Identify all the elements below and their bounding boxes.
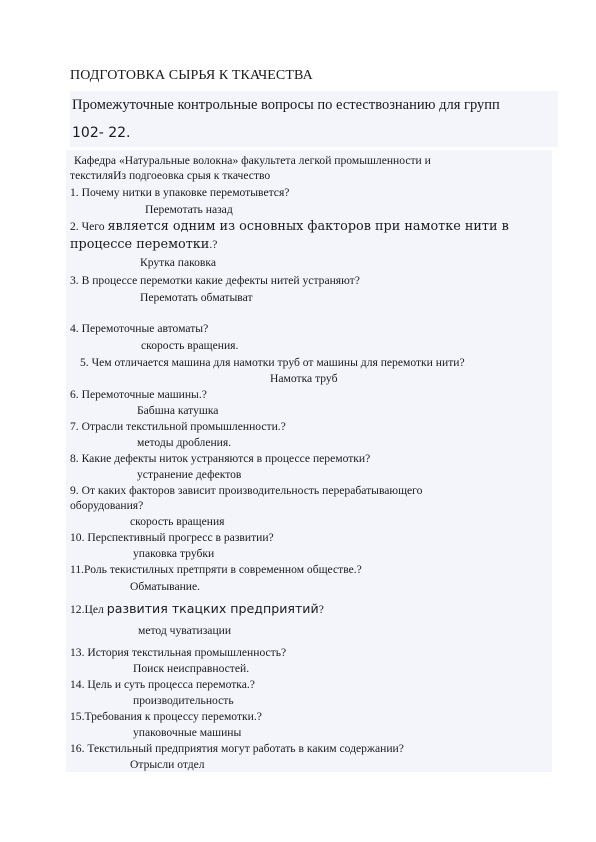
question-15: 15.Требования к процессу перемотки.? [70,710,262,723]
answer-16: Отрысли отдел [130,758,205,771]
question-12-part-a: 12.Цел [70,603,107,616]
department-header-line-2: текстиляИз подгоеовка срыя к ткачество [70,169,271,182]
answer-8: устранение дефектов [137,468,242,481]
question-9: 9. От каких факторов зависит производительность перерабатывающего [70,484,423,497]
answer-5: Намотка труб [270,372,338,385]
answer-4: скорость вращения. [141,339,239,352]
answer-1: Перемотать назад [145,203,233,216]
answer-11: Обматывание. [130,580,201,593]
answer-9: скорость вращения [130,515,225,528]
answer-14: производительность [133,694,234,707]
question-2-part-d: .? [209,238,218,251]
answer-6: Бабшна катушка [137,404,219,417]
question-6: 6. Перемоточные машины.? [70,388,207,401]
department-header-line-1: Кафедра «Натуральные волокна» факультета легкой промышленности и [74,154,431,167]
document-title: ПОДГОТОВКА СЫРЬЯ К ТКАЧЕСТВА [70,68,313,83]
answer-10: упаковка трубки [133,547,215,560]
answer-2: Крутка паковка [140,256,217,269]
question-2-part-b: является одним из основных факторов при намотке нити в [107,219,509,234]
question-2-part-a: 2. Чего [70,220,108,233]
question-1: 1. Почему нитки в упаковке перемотывется? [70,186,290,199]
question-13: 13. История текстильная промышленность? [70,646,287,659]
answer-7: методы дробления. [137,436,232,449]
question-2-part-c: процессе перемотки [70,237,210,252]
question-14: 14. Цель и суть процесса перемотка.? [70,678,255,691]
answer-13: Поиск неисправностей. [133,662,250,675]
question-3: 3. В процессе перемотки какие дефекты нитей устраняют? [70,274,360,287]
question-8: 8. Какие дефекты ниток устраняются в процессе перемотки? [70,452,371,465]
document-subtitle [70,91,558,147]
question-4: 4. Перемоточные автоматы? [70,322,209,335]
answer-15: упаковочные машины [133,726,242,739]
question-12-part-c: ? [318,603,324,616]
question-7: 7. Отрасли текстильной промышленности.? [70,420,286,433]
question-2-continued [70,238,217,252]
subtitle-line-1: Промежуточные контрольные вопросы по естествознанию для групп [72,97,500,113]
answer-3: Перемотать обматыват [140,291,253,304]
questions-block [66,150,552,772]
subtitle-line-2: 102- 22. [72,125,131,141]
question-10: 10. Перспективный прогресс в развитии? [70,531,274,544]
question-16: 16. Текстильный предприятия могут работать в каким содержании? [70,742,404,755]
question-5: 5. Чем отличается машина для намотки труб от машины для перемотки нити? [80,356,465,369]
question-9-continued: оборудования? [70,499,144,512]
answer-12: метод чуватизации [138,624,232,637]
question-11: 11.Роль текистилных претпряти в современном обществе.? [70,563,362,576]
question-12 [70,602,324,617]
question-12-part-b: развития ткацких предприятий [106,601,319,616]
question-2 [70,220,509,234]
